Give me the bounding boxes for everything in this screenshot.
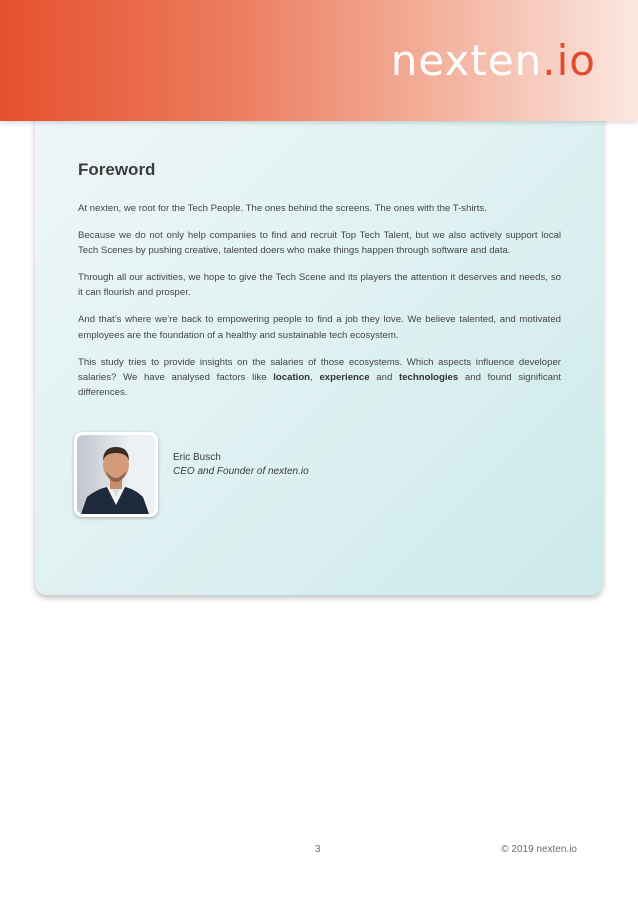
header-banner (0, 0, 638, 121)
paragraph-3: Through all our activities, we hope to give the Tech Scene and its players the attention it deserves and needs, so it can flourish and prosper. (78, 272, 561, 299)
foreword-body (78, 201, 561, 412)
logo-tld: .io (542, 36, 596, 85)
paragraph-4: And that’s where we’re back to empowering people to find a job they love. We believe talented, and motivated employees are the foundation of a healthy and sustainable tech ecosystem. (78, 314, 561, 341)
paragraph-5-sep2: and (369, 371, 400, 383)
keyword-location: location (273, 371, 311, 383)
logo-brand: nexten (390, 36, 543, 85)
nexten-logo[interactable] (391, 36, 596, 86)
paragraph-5-end: and found significant differences. (78, 371, 561, 399)
paragraph-5 (78, 355, 561, 401)
keyword-experience: experience (319, 371, 370, 383)
copyright-notice: © 2019 nexten.io (501, 844, 577, 855)
paragraph-5-start: This study tries to provide insights on the salaries of those ecosystems. Which aspects influence developer salaries? We have analysed factors like (78, 356, 561, 383)
paragraph-2: Because we do not only help companies to find and recruit Top Tech Talent, but we also actively support local Tech Scenes by pushing creative, talented doers who make things happen through software and data. (78, 230, 561, 257)
paragraph-1: At nexten, we root for the Tech People. The ones behind the screens. The ones with the T-shirts. (78, 203, 487, 214)
portrait-image (77, 435, 155, 514)
signatory-role: CEO and Founder of nexten.io (173, 466, 309, 477)
page-number: 3 (315, 844, 321, 855)
paragraph-5-sep1: , (310, 371, 320, 383)
author-photo (74, 432, 158, 517)
signatory-name: Eric Busch (173, 452, 221, 463)
keyword-technologies: technologies (399, 371, 459, 383)
page-title: Foreword (78, 160, 156, 179)
